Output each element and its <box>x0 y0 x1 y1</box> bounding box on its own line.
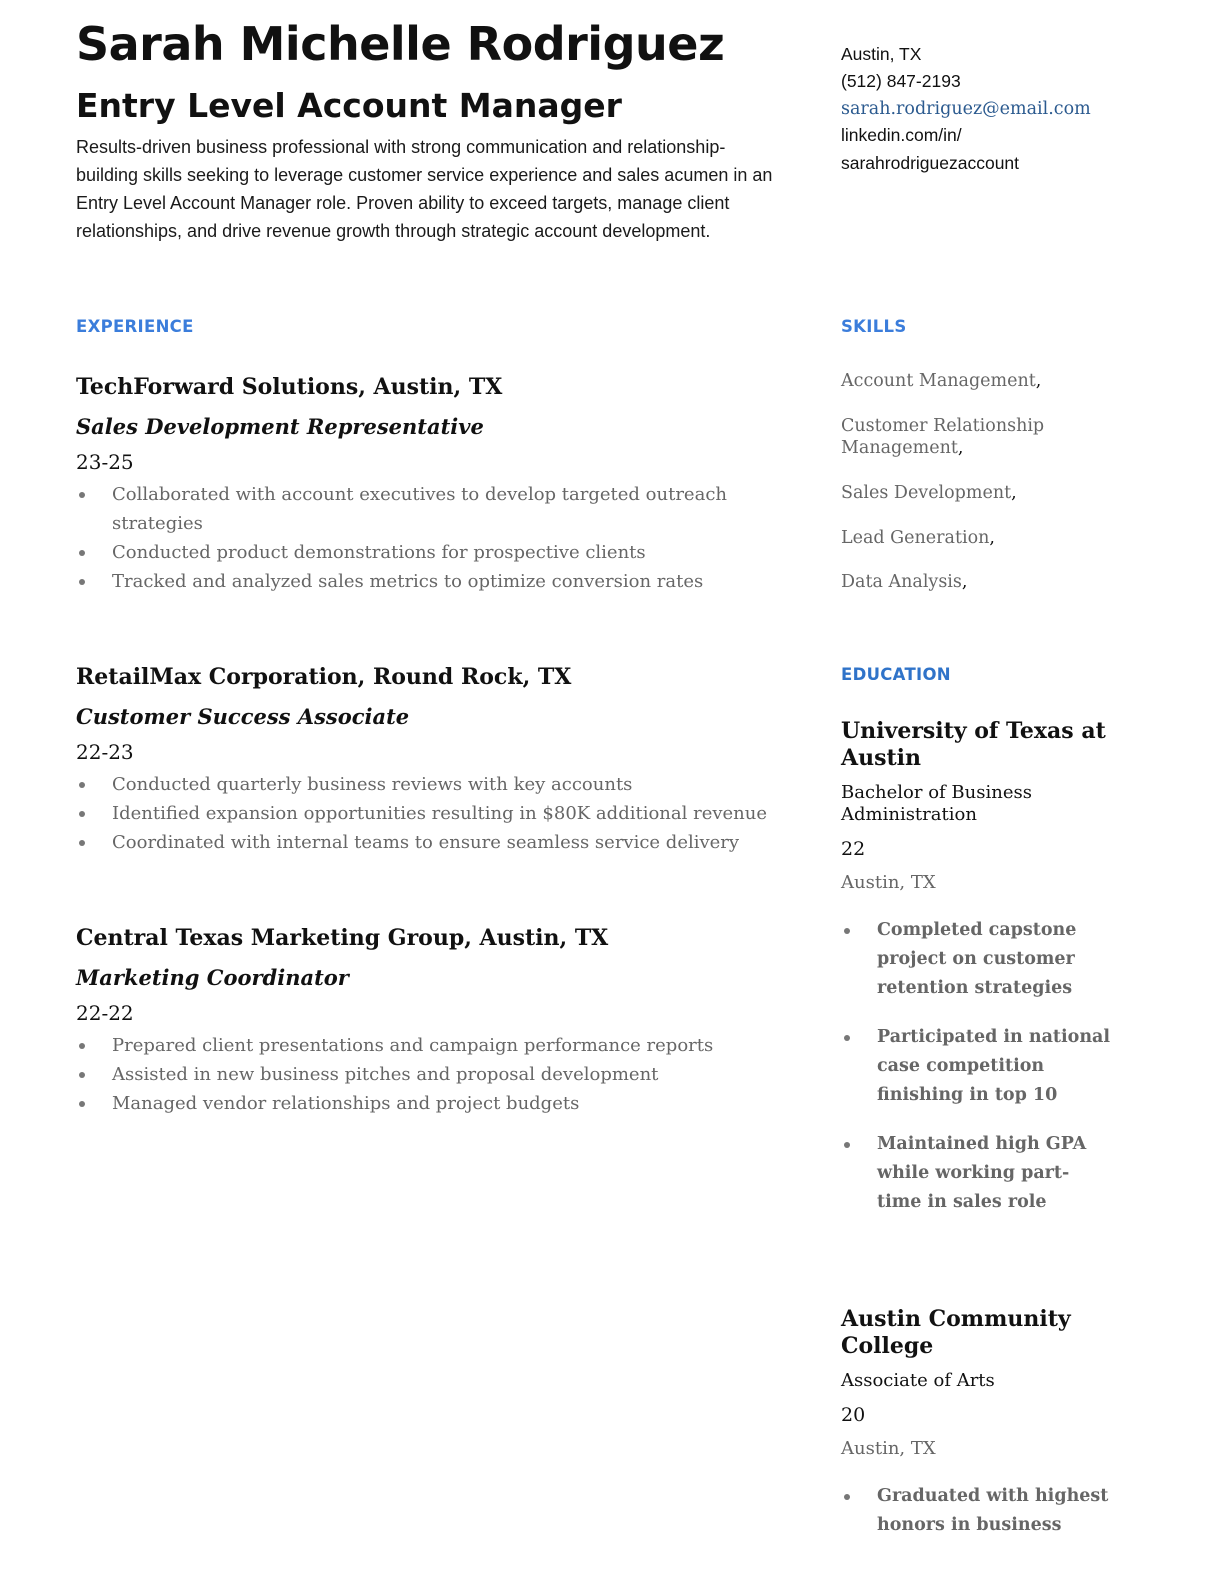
job-entry <box>76 662 786 857</box>
job-bullet-list <box>76 1031 786 1118</box>
skill-separator: , <box>1035 371 1042 391</box>
job-entry <box>76 923 786 1118</box>
education-bullet: Participated in national case competition finishing in top 10 <box>841 1023 1111 1110</box>
job-dates: 22-22 <box>76 1001 134 1025</box>
job-role: Sales Development Representative <box>76 414 484 439</box>
skill-separator: , <box>961 572 968 592</box>
education-bullet: Maintained high GPA while working part-time in sales role <box>841 1130 1111 1217</box>
job-bullet: Assisted in new business pitches and proposal development <box>76 1060 786 1089</box>
skill-label: Account Management <box>841 371 1036 391</box>
job-bullet-list <box>76 770 786 857</box>
job-bullet: Prepared client presentations and campaign performance reports <box>76 1031 786 1060</box>
graduation-year: 22 <box>841 838 866 860</box>
contact-linkedin-line-1: linkedin.com/in/ <box>841 125 962 145</box>
skill-item <box>841 415 1111 459</box>
education-entry <box>841 718 1111 1237</box>
job-dates: 23-25 <box>76 450 134 474</box>
skill-separator: , <box>989 528 995 548</box>
skills-heading: SKILLS <box>841 317 907 336</box>
job-bullet-list <box>76 480 786 596</box>
experience-heading: EXPERIENCE <box>76 317 194 336</box>
education-bullet: Completed capstone project on customer retention strategies <box>841 916 1111 1003</box>
education-heading: EDUCATION <box>841 665 951 684</box>
skill-label: Sales Development <box>841 483 1012 503</box>
school-location: Austin, TX <box>841 1438 936 1459</box>
education-entry <box>841 1306 1111 1560</box>
job-bullet: Managed vendor relationships and project budgets <box>76 1089 786 1118</box>
skill-item <box>841 370 1111 392</box>
job-dates: 22-23 <box>76 740 134 764</box>
job-role: Customer Success Associate <box>76 704 410 729</box>
education-bullet-list <box>841 916 1111 1217</box>
job-bullet: Coordinated with internal teams to ensure seamless service delivery <box>76 828 786 857</box>
skill-item <box>841 527 1111 549</box>
skill-separator: , <box>1011 483 1017 503</box>
skill-item <box>841 571 1111 593</box>
job-role: Marketing Coordinator <box>76 965 349 990</box>
job-company: TechForward Solutions, Austin, TX <box>76 374 503 400</box>
candidate-name: Sarah Michelle Rodriguez <box>76 17 725 71</box>
skill-label: Customer Relationship Management <box>841 416 1045 458</box>
skill-separator: , <box>957 438 964 458</box>
degree-name: Associate of Arts <box>841 1370 995 1391</box>
contact-phone: (512) 847-2193 <box>841 71 961 91</box>
job-bullet: Conducted quarterly business reviews with key accounts <box>76 770 786 799</box>
job-entry <box>76 372 786 596</box>
contact-email-line <box>841 95 1091 123</box>
education-bullet-list <box>841 1482 1111 1540</box>
skill-label: Lead Generation <box>841 528 990 548</box>
school-location: Austin, TX <box>841 872 936 893</box>
job-bullet: Tracked and analyzed sales metrics to optimize conversion rates <box>76 567 786 596</box>
job-bullet: Identified expansion opportunities resulting in $80K additional revenue <box>76 799 786 828</box>
contact-email-link[interactable]: sarah.rodriguez@email.com <box>841 99 1091 119</box>
target-job-title: Entry Level Account Manager <box>76 86 622 125</box>
school-name: University of Texas at Austin <box>841 718 1106 771</box>
school-name: Austin Community College <box>841 1306 1071 1359</box>
education-bullet: Graduated with highest honors in business <box>841 1482 1111 1540</box>
professional-summary: Results-driven business professional with strong communication and relationship-building skills seeking to leverage customer service experience and sales acumen in an Entry Level Account Manager role. Proven ability to exceed targets, manage client relationships, and drive revenue growth through strategic account development. <box>76 137 773 241</box>
job-company: RetailMax Corporation, Round Rock, TX <box>76 664 572 690</box>
job-bullet: Collaborated with account executives to develop targeted outreach strategies <box>76 480 786 538</box>
job-company: Central Texas Marketing Group, Austin, TX <box>76 925 609 951</box>
skill-item <box>841 482 1111 504</box>
skill-label: Data Analysis <box>841 572 962 592</box>
graduation-year: 20 <box>841 1404 866 1426</box>
job-bullet: Conducted product demonstrations for prospective clients <box>76 538 786 567</box>
degree-name: Bachelor of Business Administration <box>841 782 1032 825</box>
contact-location: Austin, TX <box>841 44 922 64</box>
contact-linkedin-line-2: sarahrodriguezaccount <box>841 153 1020 173</box>
